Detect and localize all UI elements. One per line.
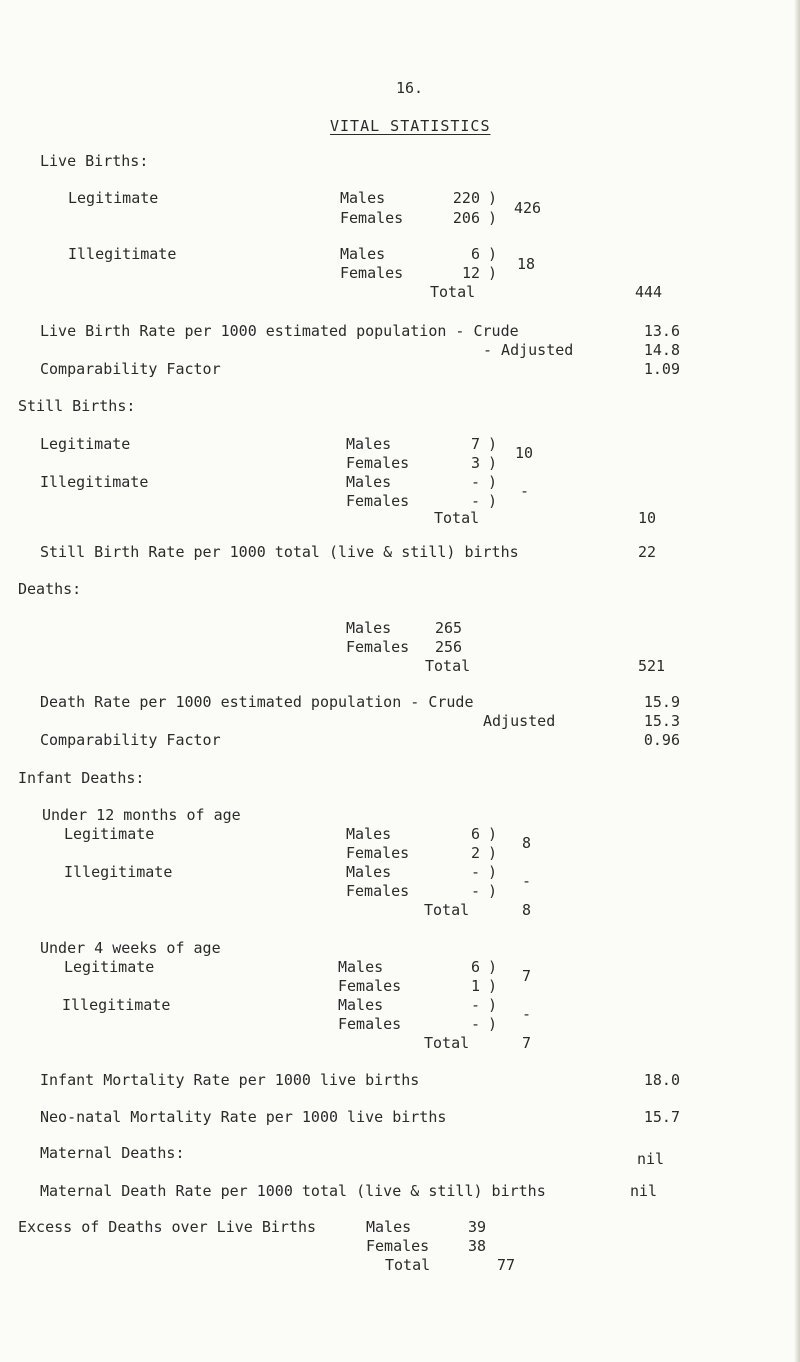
page-edge-shadow bbox=[794, 0, 800, 1362]
sex-label: Females bbox=[346, 454, 410, 472]
bracket: ) bbox=[488, 825, 498, 843]
bracket: ) bbox=[488, 958, 498, 976]
section-title: Infant Deaths: bbox=[18, 769, 145, 787]
subtotal-value: - bbox=[522, 872, 532, 890]
excess-label: Excess of Deaths over Live Births bbox=[18, 1218, 317, 1236]
sex-label: Males bbox=[346, 473, 392, 491]
count-value: 265 bbox=[435, 619, 463, 637]
sex-label: Females bbox=[340, 209, 404, 227]
nmr-label: Neo-natal Mortality Rate per 1000 live births bbox=[40, 1108, 447, 1126]
total-value: 77 bbox=[497, 1256, 516, 1274]
row-label: Illegitimate bbox=[62, 996, 171, 1014]
bracket: ) bbox=[488, 245, 498, 263]
row-label: Illegitimate bbox=[40, 473, 149, 491]
count-value: 2 bbox=[470, 844, 480, 862]
rate-value: 15.9 bbox=[643, 693, 680, 711]
count-value: 6 bbox=[470, 245, 480, 263]
bracket: ) bbox=[488, 473, 498, 491]
sex-label: Males bbox=[346, 619, 392, 637]
bracket: ) bbox=[488, 863, 498, 881]
sex-label: Males bbox=[366, 1218, 412, 1236]
row-label: Illegitimate bbox=[68, 245, 177, 263]
count-value: 6 bbox=[470, 825, 480, 843]
section-title: Live Births: bbox=[40, 152, 149, 170]
bracket: ) bbox=[488, 996, 498, 1014]
rate-label: Death Rate per 1000 estimated population - Crude bbox=[40, 693, 474, 711]
sex-label: Females bbox=[340, 264, 404, 282]
subtotal-value: - bbox=[520, 482, 530, 500]
count-value: - bbox=[470, 492, 480, 510]
adjusted-label: - Adjusted bbox=[483, 341, 574, 359]
total-label: Total bbox=[430, 283, 476, 301]
section-title: Deaths: bbox=[18, 580, 82, 598]
rate-label: Still Birth Rate per 1000 total (live & still) births bbox=[40, 543, 519, 561]
subtotal-value: 10 bbox=[515, 444, 534, 462]
count-value: - bbox=[470, 863, 480, 881]
total-label: Total bbox=[425, 657, 471, 675]
comparability-value: 0.96 bbox=[643, 731, 680, 749]
count-value: - bbox=[470, 473, 480, 491]
subtotal-value: 7 bbox=[522, 967, 532, 985]
rate-value: 15.3 bbox=[643, 712, 680, 730]
bracket: ) bbox=[488, 1015, 498, 1033]
subtotal-value: 426 bbox=[514, 199, 542, 217]
page-heading: VITAL STATISTICS bbox=[330, 117, 491, 135]
sex-label: Females bbox=[338, 1015, 402, 1033]
bracket: ) bbox=[488, 189, 498, 207]
total-label: Total bbox=[434, 509, 480, 527]
count-value: 39 bbox=[468, 1218, 487, 1236]
row-label: Illegitimate bbox=[64, 863, 173, 881]
rate-value: 22 bbox=[638, 543, 657, 561]
nmr-value: 15.7 bbox=[643, 1108, 680, 1126]
bracket: ) bbox=[488, 264, 498, 282]
section-title: Still Births: bbox=[18, 397, 136, 415]
maternal-deaths-value: nil bbox=[637, 1150, 665, 1168]
row-label: Legitimate bbox=[64, 958, 155, 976]
subtotal-value: 8 bbox=[522, 834, 532, 852]
sex-label: Females bbox=[346, 844, 410, 862]
count-value: 38 bbox=[468, 1237, 487, 1255]
subtotal-value: 18 bbox=[517, 255, 536, 273]
total-label: Total bbox=[424, 901, 470, 919]
section-title: Maternal Deaths: bbox=[40, 1144, 185, 1162]
bracket: ) bbox=[488, 492, 498, 510]
page-number: 16. bbox=[396, 79, 424, 97]
bracket: ) bbox=[488, 977, 498, 995]
row-label: Legitimate bbox=[64, 825, 155, 843]
subsection-label: Under 12 months of age bbox=[42, 806, 241, 824]
imr-label: Infant Mortality Rate per 1000 live births bbox=[40, 1071, 420, 1089]
sex-label: Males bbox=[338, 958, 384, 976]
comparability-label: Comparability Factor bbox=[40, 731, 221, 749]
total-value: 7 bbox=[522, 1034, 532, 1052]
sex-label: Males bbox=[338, 996, 384, 1014]
count-value: 220 bbox=[452, 189, 480, 207]
imr-value: 18.0 bbox=[643, 1071, 680, 1089]
bracket: ) bbox=[488, 844, 498, 862]
bracket: ) bbox=[488, 209, 498, 227]
row-label: Legitimate bbox=[68, 189, 159, 207]
sex-label: Males bbox=[346, 435, 392, 453]
rate-value: 13.6 bbox=[643, 322, 680, 340]
sex-label: Females bbox=[338, 977, 402, 995]
total-value: 8 bbox=[522, 901, 532, 919]
rate-value: 14.8 bbox=[643, 341, 680, 359]
comparability-value: 1.09 bbox=[643, 360, 680, 378]
total-value: 521 bbox=[638, 657, 666, 675]
subtotal-value: - bbox=[522, 1005, 532, 1023]
row-label: Legitimate bbox=[40, 435, 131, 453]
sex-label: Males bbox=[346, 863, 392, 881]
count-value: 6 bbox=[470, 958, 480, 976]
sex-label: Females bbox=[346, 638, 410, 656]
sex-label: Males bbox=[340, 245, 386, 263]
rate-value: nil bbox=[630, 1182, 658, 1200]
count-value: - bbox=[470, 1015, 480, 1033]
bracket: ) bbox=[488, 435, 498, 453]
sex-label: Females bbox=[346, 882, 410, 900]
sex-label: Females bbox=[366, 1237, 430, 1255]
bracket: ) bbox=[488, 454, 498, 472]
count-value: - bbox=[470, 882, 480, 900]
sex-label: Males bbox=[346, 825, 392, 843]
count-value: 1 bbox=[470, 977, 480, 995]
count-value: 12 bbox=[461, 264, 480, 282]
comparability-label: Comparability Factor bbox=[40, 360, 221, 378]
sex-label: Females bbox=[346, 492, 410, 510]
count-value: - bbox=[470, 996, 480, 1014]
total-label: Total bbox=[424, 1034, 470, 1052]
total-label: Total bbox=[385, 1256, 431, 1274]
count-value: 206 bbox=[452, 209, 480, 227]
count-value: 7 bbox=[470, 435, 480, 453]
subsection-label: Under 4 weeks of age bbox=[40, 939, 221, 957]
bracket: ) bbox=[488, 882, 498, 900]
total-value: 10 bbox=[638, 509, 657, 527]
count-value: 3 bbox=[470, 454, 480, 472]
rate-label: Maternal Death Rate per 1000 total (live & still) births bbox=[40, 1182, 546, 1200]
total-value: 444 bbox=[635, 283, 663, 301]
count-value: 256 bbox=[435, 638, 463, 656]
adjusted-label: Adjusted bbox=[483, 712, 556, 730]
sex-label: Males bbox=[340, 189, 386, 207]
rate-label: Live Birth Rate per 1000 estimated population - Crude bbox=[40, 322, 519, 340]
